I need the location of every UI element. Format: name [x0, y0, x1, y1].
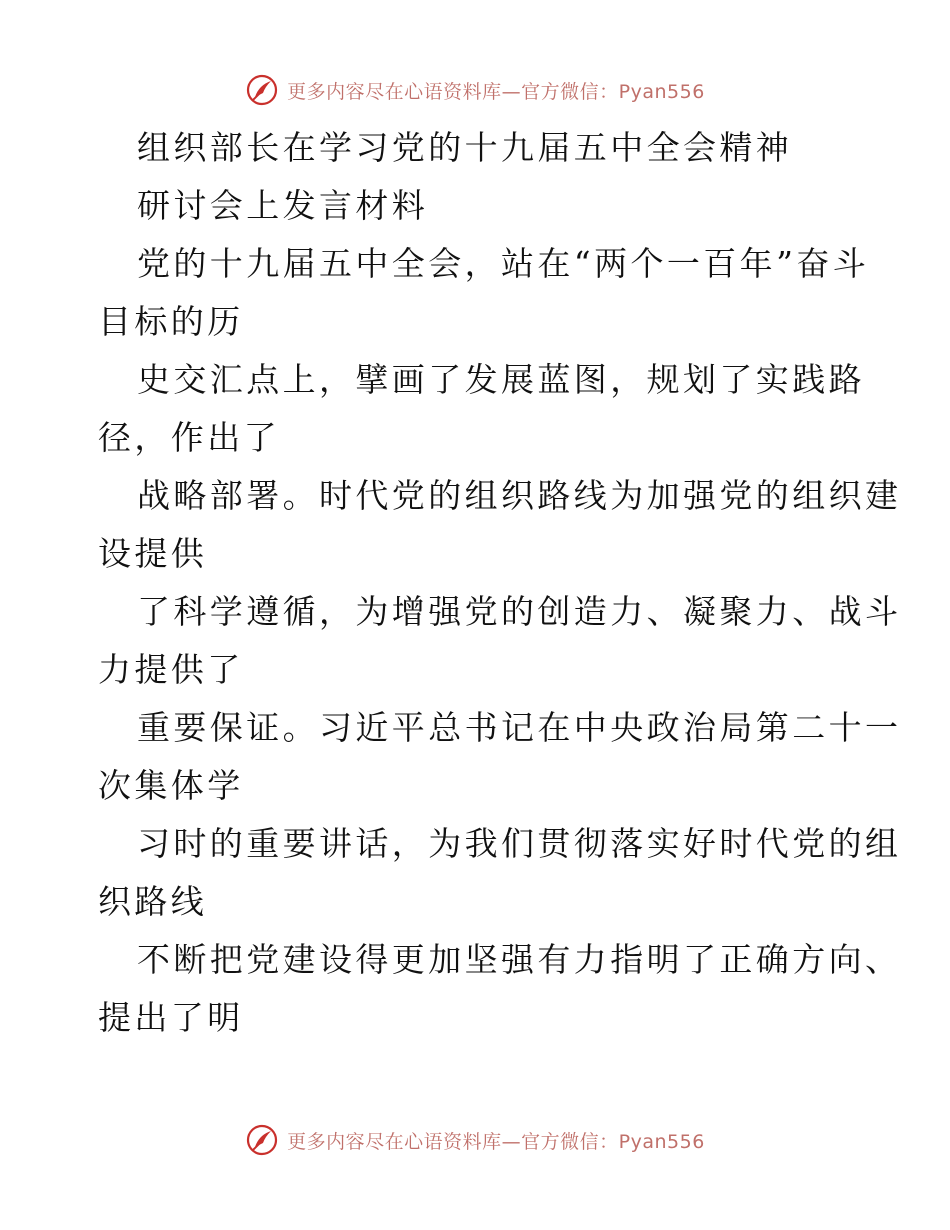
doc-text-line: 次集体学 [98, 766, 244, 805]
doc-text-line: 提出了明 [98, 998, 244, 1037]
doc-text-line: 史交汇点上，擘画了发展蓝图，规划了实践路 [137, 360, 865, 399]
doc-text-line: 党的十九届五中全会，站在“两个一百年”奋斗 [137, 244, 870, 283]
doc-text-line: 织路线 [98, 882, 208, 921]
footer-banner-text: 更多内容尽在心语资料库—官方微信：Pyan556 [287, 1130, 705, 1153]
doc-text-line: 了科学遵循，为增强党的创造力、凝聚力、战斗 [137, 592, 902, 631]
doc-text-line: 径，作出了 [98, 418, 280, 457]
doc-text-line: 战略部署。时代党的组织路线为加强党的组织建 [137, 476, 902, 515]
header-banner-text: 更多内容尽在心语资料库—官方微信：Pyan556 [287, 80, 705, 103]
doc-text-line: 重要保证。习近平总书记在中央政治局第二十一 [137, 708, 902, 747]
doc-text-line: 设提供 [98, 534, 208, 573]
doc-text-line: 目标的历 [98, 302, 244, 341]
doc-text-line: 习时的重要讲话，为我们贯彻落实好时代党的组 [137, 824, 902, 863]
header-banner [0, 70, 950, 110]
footer-banner [0, 1120, 950, 1160]
quill-logo-icon [245, 73, 279, 107]
quill-logo-icon [245, 1123, 279, 1157]
doc-title-line-1: 组织部长在学习党的十九届五中全会精神 [137, 128, 793, 167]
doc-text-line: 力提供了 [98, 650, 244, 689]
doc-text-line: 不断把党建设得更加坚强有力指明了正确方向、 [137, 940, 902, 979]
doc-title-line-2: 研讨会上发言材料 [137, 186, 429, 225]
